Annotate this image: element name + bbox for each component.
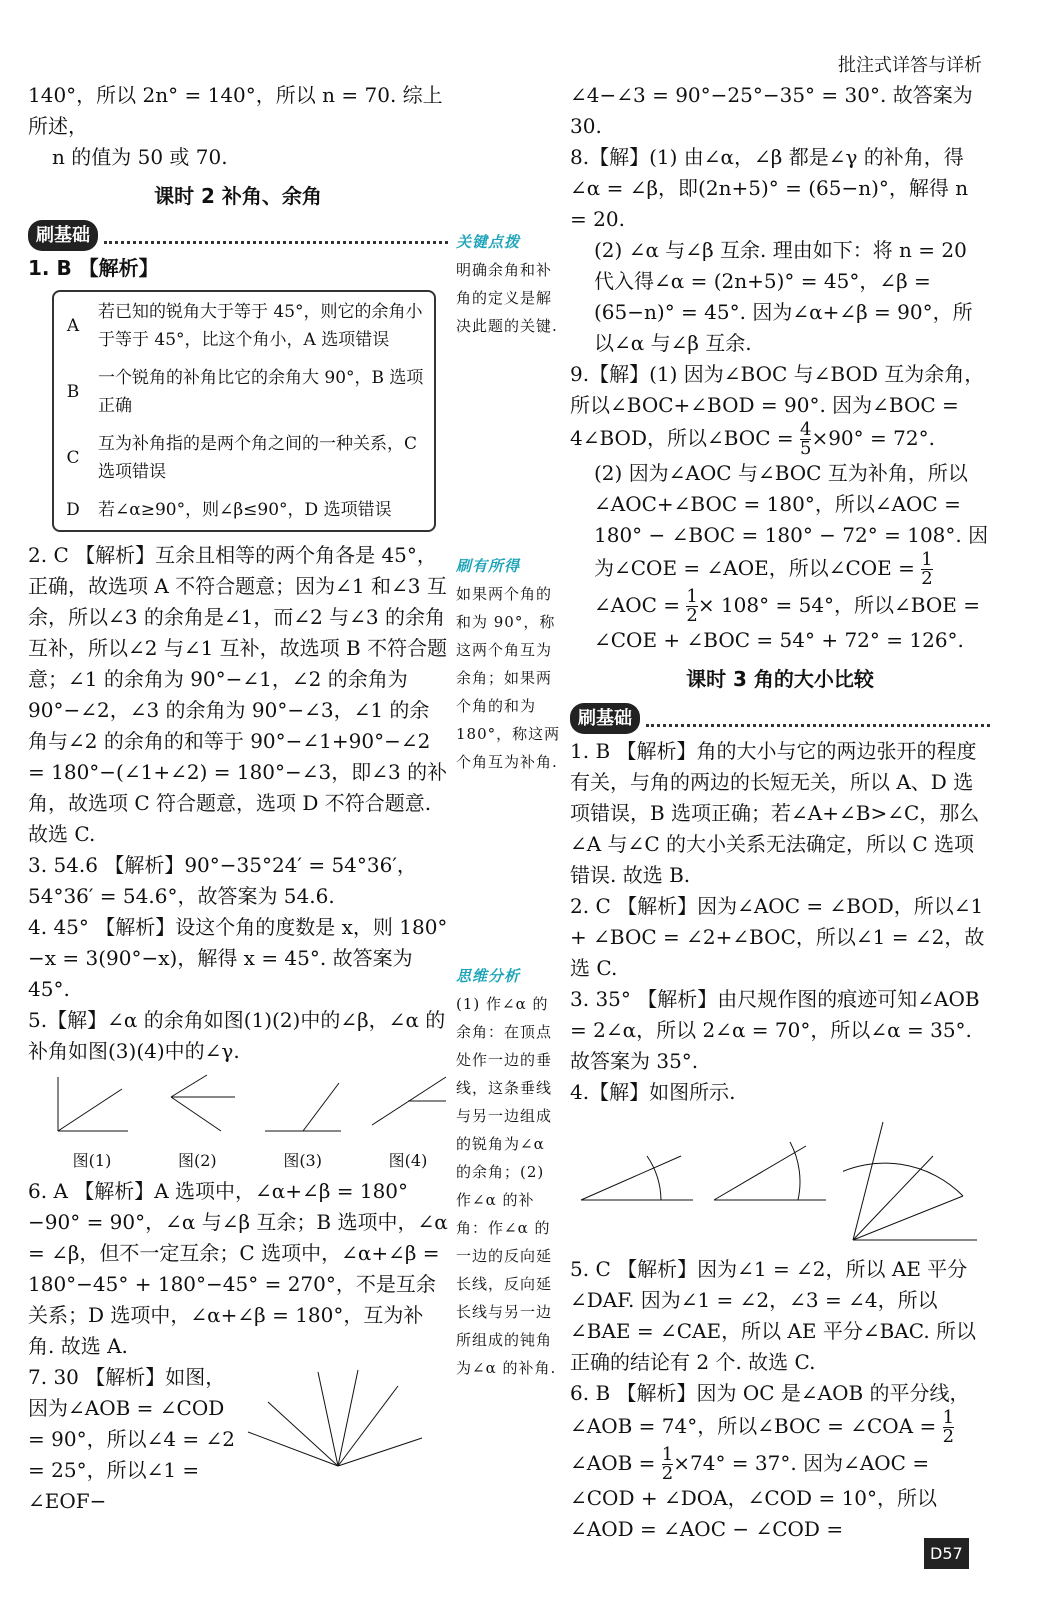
- figure-caption: 图(4): [388, 1151, 428, 1170]
- construction-1: [577, 1116, 697, 1206]
- header: 批注式详答与详析: [838, 55, 982, 76]
- a6b-text: ∠AOB =: [570, 1451, 656, 1475]
- question-1: 1. B 【解析】: [28, 256, 159, 280]
- frac-num: 1: [661, 1444, 674, 1465]
- banner-label: 刷基础: [570, 703, 640, 734]
- angle-figures: [52, 1073, 448, 1176]
- section-title: 课时 2 补角、余角: [154, 184, 322, 208]
- q9-text: 9.【解】(1) 因为∠BOC 与∠BOD 互为余角，所以∠BOC+∠BOD = 90°. 因为∠BOC = 4∠BOD，所以∠BOC =: [570, 362, 985, 450]
- frac-num: 1: [921, 549, 933, 570]
- note-text: (1) 作∠α 的余角：在顶点处作一边的垂线，这条垂线与另一边组成的锐角为∠α 的余角；(2) 作∠α 的补角：作∠α 的一边的反向延长线，反向延长线与另一边所组成的钝角为∠α 的补角.: [456, 995, 557, 1377]
- a6c-text: ×74° = 37°. 因为∠AOC = ∠COD + ∠DOA，∠COD = 10°，所以∠AOD = ∠AOC − ∠COD =: [570, 1451, 938, 1541]
- question-5: 5.【解】∠α 的余角如图(1)(2)中的∠β，∠α 的补角如图(3)(4)中的∠γ.: [28, 1008, 446, 1063]
- frac-num: 4: [799, 419, 812, 440]
- fraction: [921, 551, 932, 588]
- question-7-block: [28, 1362, 448, 1517]
- brush-banner: [28, 220, 448, 251]
- question-3: 3. 54.6 【解析】90°−35°24′ = 54°36′，54°36′ = 54.6°，故答案为 54.6.: [28, 853, 417, 908]
- figure-4: [368, 1073, 448, 1176]
- text-line: 140°，所以 2n° = 140°，所以 n = 70. 综上所述，: [28, 83, 443, 138]
- answer-1: 1. B 【解析】角的大小与它的两边张开的程度有关，与角的两边的长短无关，所以 A、D 选项错误，B 选项正确；若∠A+∠B>∠C，那么∠A 与∠C 的大小关系无法确定，所以 C 选项错误. 故选 B.: [570, 739, 980, 887]
- answer-3: 3. 35° 【解析】由尺规作图的痕迹可知∠AOB = 2∠α，所以 2∠α = 70°，所以∠α = 35°. 故答案为 35°.: [570, 987, 980, 1073]
- right-column: [570, 80, 990, 1545]
- question-7-diagram: [238, 1362, 438, 1472]
- note-analysis: [456, 962, 562, 1382]
- dotted-line: [104, 227, 448, 244]
- opt-key: B: [66, 382, 80, 402]
- note-heading: 思维分析: [456, 967, 521, 985]
- section-title: 课时 3 角的大小比较: [686, 667, 874, 691]
- frac-num: 1: [942, 1407, 955, 1428]
- answer-6: [570, 1378, 990, 1545]
- left-column: [28, 80, 448, 1517]
- opt-text: 互为补角指的是两个角之间的一种关系，C 选项错误: [98, 434, 418, 482]
- question-7: 7. 30 【解析】如图，因为∠AOB = ∠COD = 90°，所以∠4 = ∠2 = 25°，所以∠1 = ∠EOF−: [28, 1365, 236, 1513]
- question-9-part2: [570, 458, 990, 656]
- q9-tail: ×90° = 72°.: [811, 426, 935, 450]
- question-6: 6. A 【解析】A 选项中，∠α+∠β = 180°−90° = 90°，∠α 与∠β 互余；B 选项中，∠α = ∠β，但不一定互余；C 选项中，∠α+∠β = 180°−45° + 180°−45° = 270°，不是互余关系；D 选项中，∠α+∠β = 180°，互为补角. 故选 A.: [28, 1179, 448, 1358]
- opt-text: 一个锐角的补角比它的余角大 90°，B 选项正确: [98, 368, 424, 416]
- question-9: [570, 359, 990, 458]
- opt-key: D: [66, 500, 80, 520]
- dotted-line: [646, 710, 990, 727]
- figure-3: [263, 1073, 343, 1176]
- q9d-text: × 108° = 54°，所以∠BOE = ∠COE + ∠BOC = 54° + 72° = 126°.: [594, 593, 980, 652]
- figure-caption: 图(1): [72, 1151, 112, 1170]
- construction-3: [843, 1116, 983, 1246]
- q9b-text: (2) 因为∠AOC 与∠BOC 互为补角，所以∠AOC+∠BOC = 180°，所以∠AOC = 180° − ∠BOC = 180° − 72° = 108°. 因为∠COE = ∠AOE，所以∠COE =: [594, 461, 989, 580]
- answer-4: 4.【解】如图所示.: [570, 1080, 736, 1104]
- answer-2: 2. C 【解析】因为∠AOC = ∠BOD，所以∠1 + ∠BOC = ∠2+∠BOC，所以∠1 = ∠2，故选 C.: [570, 894, 985, 980]
- figure-caption: 图(3): [283, 1151, 322, 1170]
- construction-2: [710, 1116, 830, 1206]
- figure-3-diagram: [263, 1073, 343, 1135]
- question-8: 8.【解】(1) 由∠α，∠β 都是∠γ 的补角，得∠α = ∠β，即(2n+5)° = (65−n)°，解得 n = 20.: [570, 145, 969, 231]
- note-heading: 刷有所得: [456, 557, 521, 575]
- frac-den: 5: [799, 438, 812, 459]
- brush-banner: [570, 703, 990, 734]
- note-heading: 关键点拨: [456, 233, 521, 251]
- opt-text: 若∠α≥90°，则∠β≤90°，D 选项错误: [98, 500, 392, 520]
- fraction: [800, 421, 811, 458]
- answer-5: 5. C 【解析】因为∠1 = ∠2，所以 AE 平分∠DAF. 因为∠1 = ∠2，∠3 = ∠4，所以∠BAE = ∠CAE，所以 AE 平分∠BAC. 所以正确的结论有 2 个. 故选 C.: [570, 1257, 977, 1374]
- frac-den: 2: [921, 568, 933, 589]
- note-takeaway: [456, 552, 562, 776]
- a6-text: 6. B 【解析】因为 OC 是∠AOB 的平分线，∠AOB = 74°，所以∠BOC = ∠COA =: [570, 1381, 970, 1438]
- text-line: ∠4−∠3 = 90°−25°−35° = 30°. 故答案为 30.: [570, 83, 973, 138]
- question-2: 2. C 【解析】互余且相等的两个角各是 45°，正确，故选项 A 不符合题意；因为∠1 和∠3 互余，所以∠3 的余角是∠1，而∠2 与∠3 的余角互补，所以∠2 与∠1 互补，故选项 B 不符合题意；∠1 的余角为 90°−∠1，∠2 的余角为 90°−∠2，∠3 的余角为 90°−∠3，∠1 的余角与∠2 的余角的和等于 90°−∠1+90°−∠2 = 180°−(∠1+∠2) = 180°−∠3，即∠3 的补角，故选项 C 符合题意，选项 D 不符合题意. 故选 C.: [28, 543, 448, 846]
- frac-den: 2: [661, 1463, 674, 1484]
- figure-caption: 图(2): [177, 1151, 217, 1170]
- figure-1: [52, 1073, 132, 1176]
- figure-2-diagram: [157, 1073, 237, 1135]
- figure-4-diagram: [368, 1073, 448, 1135]
- note-text: 如果两个角的和为 90°，称这两个角互为余角；如果两个角的和为 180°，称这两个角互为补角.: [456, 585, 561, 771]
- figure-1-diagram: [52, 1073, 132, 1135]
- fraction: [943, 1409, 954, 1446]
- frac-num: 1: [686, 586, 698, 607]
- question-8-part2: (2) ∠α 与∠β 互余. 理由如下：将 n = 20 代入得∠α = (2n+5)° = 45°，∠β = (65−n)° = 45°. 因为∠α+∠β = 90°，所以∠α 与∠β 互余.: [594, 238, 973, 355]
- note-key-point: [456, 228, 562, 340]
- fraction: [686, 588, 697, 625]
- options-table: [52, 290, 436, 532]
- opt-key: A: [66, 316, 80, 336]
- question-4: 4. 45° 【解析】设这个角的度数是 x，则 180°−x = 3(90°−x)，解得 x = 45°. 故答案为 45°.: [28, 915, 448, 1001]
- page-number: D57: [924, 1538, 969, 1569]
- frac-den: 2: [942, 1426, 955, 1447]
- q9c-text: ∠AOC =: [594, 593, 681, 617]
- opt-key: C: [66, 448, 80, 468]
- frac-den: 2: [686, 605, 698, 626]
- text-line: n 的值为 50 或 70.: [52, 145, 228, 169]
- banner-label: 刷基础: [28, 220, 98, 251]
- note-text: 明确余角和补角的定义是解决此题的关键.: [456, 261, 558, 335]
- construction-figures: [570, 1116, 990, 1246]
- figure-2: [157, 1073, 237, 1176]
- opt-text: 若已知的锐角大于等于 45°，则它的余角小于等于 45°，比这个角小，A 选项错误: [98, 302, 423, 350]
- fraction: [662, 1446, 673, 1483]
